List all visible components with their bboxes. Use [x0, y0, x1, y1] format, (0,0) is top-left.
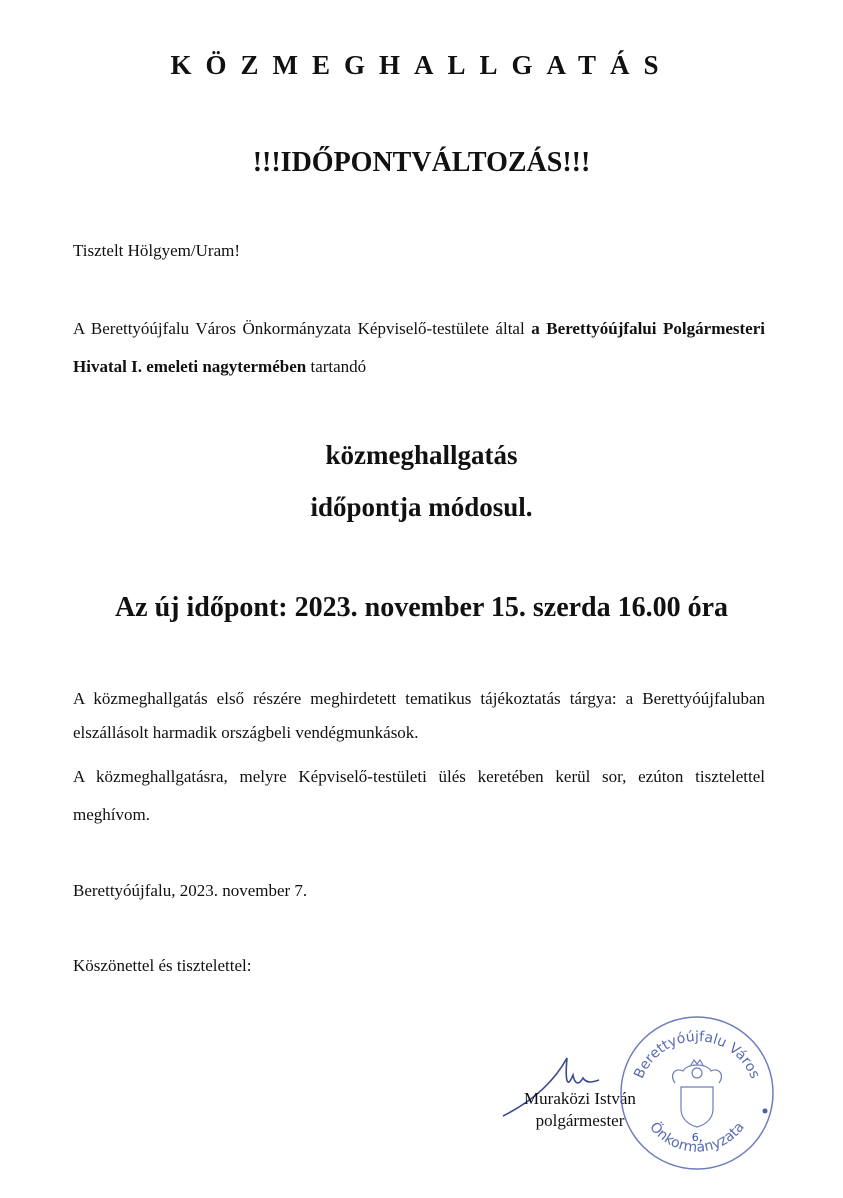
place-date: Berettyóújfalu, 2023. november 7.: [73, 881, 308, 900]
closing: Köszönettel és tisztelettel:: [73, 956, 252, 975]
intro-location: a Berettyóújfalui Polgármesteri Hivatal I. emeleti nagytermében: [73, 319, 765, 376]
official-stamp: [617, 1013, 777, 1173]
svg-text:Berettyóújfalu Város: [631, 1029, 762, 1081]
document-subtitle: !!!IDŐPONTVÁLTOZÁS!!!: [252, 147, 591, 178]
signatory-role: polgármester: [535, 1111, 625, 1130]
paragraph-invitation: A közmeghallgatásra, melyre Képviselő-testületi ülés keretében kerül sor, ezúton tisztelettel meghívom.: [73, 767, 765, 824]
stamp-number: 6.: [691, 1131, 703, 1144]
stamp-bottom-text: Önkormányzata: [646, 1119, 748, 1156]
coat-of-arms-icon: [673, 1060, 722, 1127]
intro-paragraph: [73, 310, 765, 386]
heading-line-2: időpontja módosul.: [310, 492, 533, 522]
stamp-dot: [763, 1109, 768, 1114]
document-title: KÖZMEGHALLGATÁS: [170, 50, 673, 80]
paragraph-topic: A közmeghallgatás első részére meghirdetett tematikus tájékoztatás tárgya: a Berettyóújfaluban elszállásolt harmadik országbeli vendégmunkások.: [73, 689, 765, 742]
intro-text-2: tartandó: [306, 357, 367, 376]
stamp-top-text: Berettyóújfalu Város: [631, 1028, 763, 1082]
salutation: Tisztelt Hölgyem/Uram!: [73, 241, 240, 260]
intro-text-1: A Berettyóújfalu Város Önkormányzata Képviselő-testülete által: [73, 319, 532, 338]
new-date: Az új időpont: 2023. november 15. szerda 16.00 óra: [114, 592, 729, 623]
signatory-name: Muraközi István: [524, 1089, 636, 1108]
heading-line-1: közmeghallgatás: [325, 440, 518, 470]
